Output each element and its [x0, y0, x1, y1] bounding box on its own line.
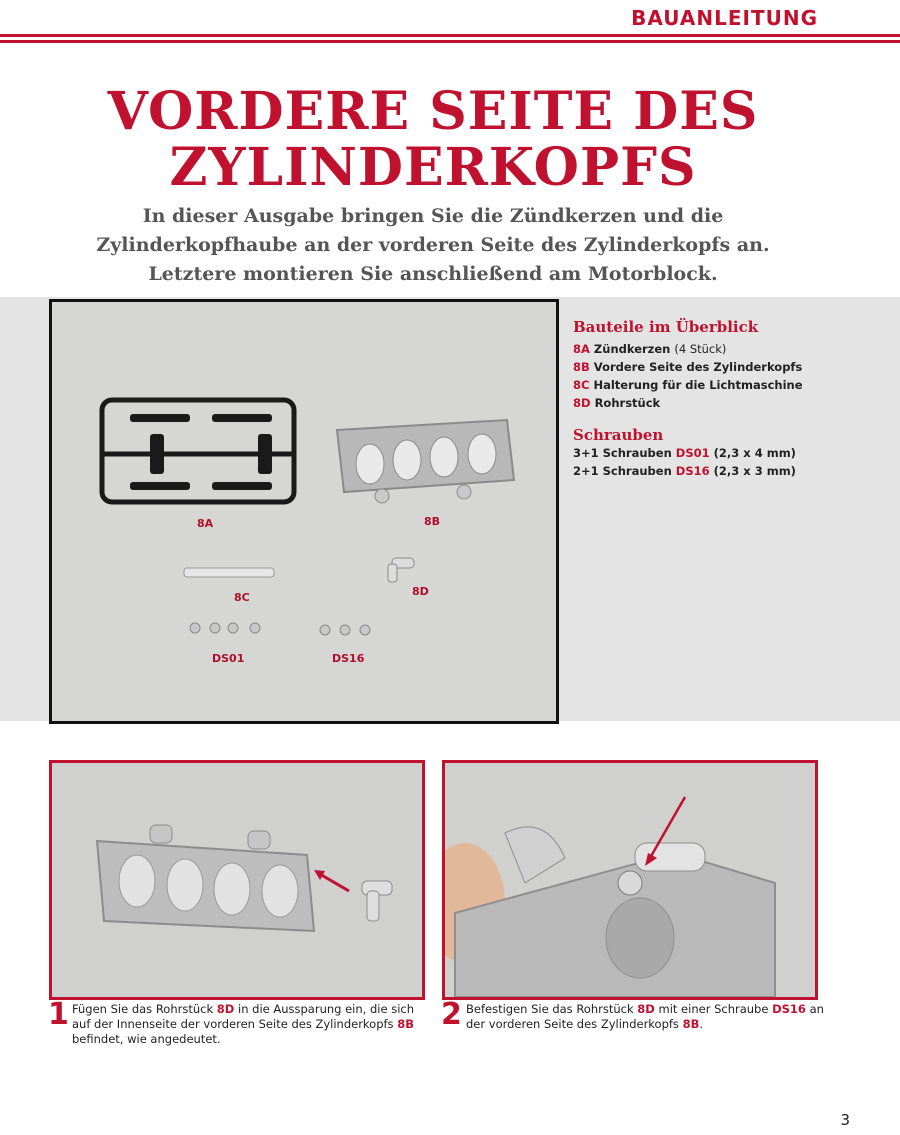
part-name: Vordere Seite des Zylinderkopfs	[593, 360, 803, 374]
step-1-photo	[49, 760, 425, 1000]
step-code: DS16	[772, 1002, 806, 1016]
step-code: 8B	[682, 1017, 700, 1031]
step-text-part: befindet, wie angedeutet.	[72, 1032, 221, 1046]
screws-ds16	[320, 625, 370, 635]
page-title	[0, 81, 866, 198]
title-line-1: VORDERE SEITE DES	[107, 81, 759, 142]
intro-line-3: Letztere montieren Sie anschließend am Motorblock.	[148, 263, 718, 285]
parts-illustration	[52, 302, 556, 721]
step-text-part: an der vorderen Seite des Zylinderkopfs	[466, 1002, 824, 1031]
part-code: 8B	[573, 360, 590, 374]
step-1-number: 1	[48, 997, 69, 1032]
parts-overview	[573, 318, 873, 480]
part-name: Rohrstück	[594, 396, 661, 410]
step-2-text	[466, 1002, 828, 1032]
label-ds01: DS01	[212, 652, 245, 665]
screw-count: 3+1 Schrauben	[573, 446, 672, 460]
header-rule-top	[0, 34, 900, 37]
alternator-bracket-part	[184, 568, 274, 577]
parts-photo	[49, 299, 559, 724]
screw-code: DS01	[675, 446, 710, 460]
step-1-text	[72, 1002, 427, 1047]
intro-line-1: In dieser Ausgabe bringen Sie die Zündkerzen und die	[142, 205, 724, 227]
step-text-part: Befestigen Sie das Rohrstück	[466, 1002, 634, 1016]
label-8a: 8A	[197, 517, 214, 530]
step-2-number: 2	[441, 997, 462, 1032]
screw-count: 2+1 Schrauben	[573, 464, 672, 478]
part-row	[573, 358, 873, 376]
step-text-part: .	[699, 1017, 704, 1031]
intro-line-2: Zylinderkopfhaube an der vorderen Seite des Zylinderkopfs an.	[96, 234, 770, 256]
step-code: 8D	[216, 1002, 235, 1016]
part-row	[573, 376, 873, 394]
label-8b: 8B	[424, 515, 441, 528]
screw-size: (2,3 x 3 mm)	[713, 464, 796, 478]
screw-row	[573, 444, 873, 462]
cylinder-head-part	[337, 420, 514, 503]
screws-heading: Schrauben	[573, 426, 664, 444]
step-1-illustration	[52, 763, 422, 997]
label-ds16: DS16	[332, 652, 365, 665]
part-row	[573, 340, 873, 358]
label-8c: 8C	[234, 591, 250, 604]
step-text-part: in die Aussparung ein, die sich auf der Innenseite der vorderen Seite des Zylinderkopfs	[72, 1002, 415, 1031]
page-number: 3	[840, 1111, 850, 1129]
title-line-2: ZYLINDERKOPFS	[169, 137, 697, 198]
step-2-photo	[442, 760, 818, 1000]
step-text-part: Fügen Sie das Rohrstück	[72, 1002, 214, 1016]
parts-overview-heading: Bauteile im Überblick	[573, 318, 759, 336]
part-name: Zündkerzen	[593, 342, 671, 356]
pipe-part	[362, 881, 392, 921]
part-name: Halterung für die Lichtmaschine	[593, 378, 803, 392]
step-2-illustration	[445, 763, 815, 997]
screw-code: DS16	[675, 464, 710, 478]
header-rule-bottom	[0, 40, 900, 43]
part-row	[573, 394, 873, 412]
pipe-part	[388, 558, 414, 582]
pipe-part	[635, 843, 705, 871]
arrow-line	[318, 873, 349, 891]
step-text-part: mit einer Schraube	[658, 1002, 769, 1016]
part-code: 8C	[573, 378, 590, 392]
intro-text	[0, 202, 866, 289]
step-code: 8B	[397, 1017, 414, 1031]
screw-size: (2,3 x 4 mm)	[713, 446, 796, 460]
screw-row	[573, 462, 873, 480]
section-label: BAUANLEITUNG	[631, 6, 818, 30]
screw-head	[618, 871, 642, 895]
part-extra: (4 Stück)	[674, 342, 727, 356]
part-code: 8D	[573, 396, 591, 410]
step-code: 8D	[637, 1002, 655, 1016]
part-code: 8A	[573, 342, 590, 356]
label-8d: 8D	[412, 585, 429, 598]
screws-ds01	[190, 623, 260, 633]
